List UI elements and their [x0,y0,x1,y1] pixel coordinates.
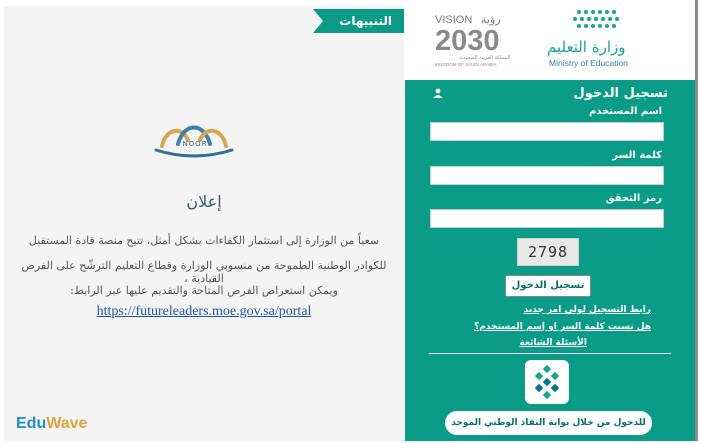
ministry-of-education-logo [537,8,677,70]
username-input[interactable] [430,122,664,141]
captcha-label: رمز التحقق [605,193,662,204]
divider [429,353,671,354]
vision-word: VISION [435,14,473,26]
header-logos [405,0,695,75]
noor-logo-text: NOOR [182,140,208,148]
ministry-name-ar: وزارة التعليم [547,38,626,56]
announcement-line: سعياً من الوزارة إلى استثمار الكفاءات بشكل أمثل، تتيح منصة قادة المستقبل [28,234,380,247]
forgot-password-link[interactable]: هل نسيت كلمة السر او إسم المستخدم؟ [474,322,651,332]
announcement-line: ويمكن استعراض الفرص المتاحة والتقديم عليها عبر الرابط: [70,284,338,297]
vision-2030-logo [435,10,525,68]
announcement-line: للكوادر الوطنية الطموحة من منسوبي الوزارة وقطاع التعليم الترشّح على الفرص القيادية ، [21,259,387,285]
notices-tab[interactable]: التنبيهات [313,9,404,33]
eduwave-brand-wave: Wave [46,415,88,432]
eduwave-brand-edu: Edu [16,415,47,432]
new-guardian-register-link[interactable]: رابط التسجيل لولي امر جديد [523,305,651,315]
captcha-input[interactable] [430,209,664,228]
vision-arabic: رؤية [481,13,501,26]
vision-sub-ar: المملكة العربية السعودية [459,55,511,61]
notices-panel [4,6,404,441]
vision-year: 2030 [435,25,500,57]
password-label: كلمة السر [612,150,662,161]
login-panel [405,80,695,441]
user-icon [433,88,443,98]
login-title: تسجيل الدخول [573,86,668,101]
ministry-name-en: Ministry of Education [549,58,628,68]
captcha-image: 2798 [517,238,579,266]
password-input[interactable] [430,166,664,185]
future-leaders-link[interactable]: https://futureleaders.moe.gov.sa/portal [96,304,312,319]
faq-link[interactable]: الأسئلة الشائعة [519,338,587,348]
announcement-title: إعلان [186,192,222,211]
nafath-logo-icon[interactable] [525,360,569,404]
login-button[interactable]: تسجيل الدخول [505,275,591,297]
nafath-pattern-icon [525,360,569,404]
vision-sub-en: KINGDOM OF SAUDI ARABIA [435,62,497,67]
eduwave-logo [16,415,87,433]
username-label: اسم المستخدم [588,106,662,117]
nafath-login-button[interactable]: للدخول من خلال بوابة النفاذ الوطني الموحد [445,411,652,435]
